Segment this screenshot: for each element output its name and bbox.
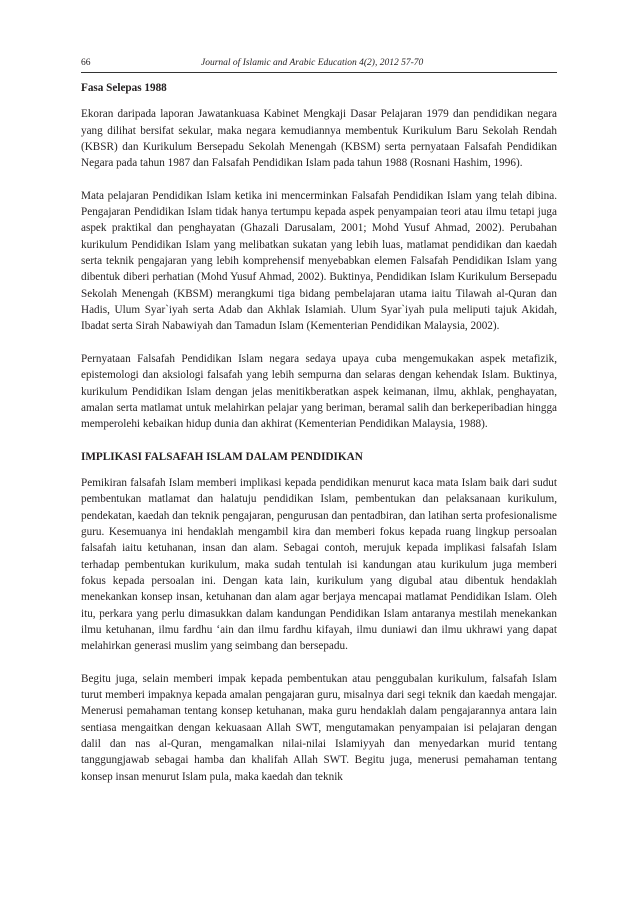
paragraph: Pernyataan Falsafah Pendidikan Islam negara sedaya upaya cuba mengemukakan aspek metafizik, epistemologi dan aksiologi falsafah yang lebih sempurna dan selaras dengan kehendak Islam. Buktinya, kurikulum Pendidikan Islam dengan jelas menitikberatkan aspek keimanan, ilmu, akhlak, penghayatan, amalan serta matlamat untuk melahirkan pelajar yang beriman, beramal salih dan berkeperibadian hingga memperolehi kebaikan hidup dunia dan akhirat (Kementerian Pendidikan Malaysia, 1988). <box>81 352 557 431</box>
section-heading-fasa-selepas-1988: Fasa Selepas 1988 <box>81 82 167 94</box>
paragraph: Begitu juga, selain memberi impak kepada pembentukan atau penggubalan kurikulum, falsafah Islam turut memberi impaknya kepada amalan pengajaran guru, misalnya dari segi teknik dan kaedah mengajar. Menerusi pemahaman tentang konsep ketuhanan, maka guru hendaklah dalam pengajarannya antara lain sentiasa mengaitkan dengan kekuasaan Allah SWT, mengutamakan penyampaian isi pelajaran dengan dalil dan nas al-Quran, mengamalkan nilai-nilai Islamiyyah dan menyedarkan murid tentang tanggungjawab sebagai hamba dan khalifah Allah SWT. Begitu juga, menerusi pemahaman tentang konsep insan menurut Islam pula, maka kaedah dan teknik <box>81 672 557 783</box>
paragraph: Pemikiran falsafah Islam memberi implikasi kepada pendidikan menurut kaca mata Islam baik dari sudut pembentukan matlamat dan halatuju pendidikan Islam, pembentukan dan pelaksanaan kurikulum, pendekatan, kaedah dan teknik pengajaran, pengurusan dan pentadbiran, dan latihan serta profesionalisme guru. Kesemuanya ini hendaklah mengambil kira dan memberi fokus kepada ruang lingkup persoalan falsafah iaitu ketuhanan, insan dan alam. Sebagai contoh, merujuk kepada implikasi falsafah Islam terhadap pembentukan kurikulum, maka sudah tentulah isi kandungan atau kurikulum juga memberi fokus kepada persoalan ini. Dengan kata lain, kurikulum yang digubal atau dibentuk hendaklah menekankan konsep insan, ketuhanan dan alam agar berjaya mencapai matlamat Pendidikan Islam. Oleh itu, perkara yang perlu dimasukkan dalam kandungan Pendidikan Islam antaranya mestilah menekankan ilmu ketuhanan, ilmu fardhu ‘ain dan ilmu fardhu kifayah, ilmu duniawi dan ilmu ukhrawi yang dapat melahirkan generasi muslim yang seimbang dan bersepadu. <box>81 476 557 653</box>
paragraph: Mata pelajaran Pendidikan Islam ketika ini mencerminkan Falsafah Pendidikan Islam yang telah dibina. Pengajaran Pendidikan Islam tidak hanya tertumpu kepada aspek penyampaian teori atau ilmu tetapi juga aspek praktikal dan penghayatan (Ghazali Darusalam, 2001; Mohd Yusuf Ahmad, 2002). Perubahan kurikulum Pendidikan Islam yang melibatkan sukatan yang lebih luas, matlamat pendidikan dan kaedah serta teknik pengajaran yang lebih komprehensif menyebabkan elemen Falsafah Pendidikan Islam yang dibentuk diberi perhatian (Mohd Yusuf Ahmad, 2002). Buktinya, Pendidikan Islam Kurikulum Bersepadu Sekolah Menengah (KBSM) merangkumi tiga bidang pembelajaran utama iaitu Tilawah al-Quran dan Hadis, Ulum Syar`iyah serta Adab dan Akhlak Islamiah. Ulum Syar`iyah pula meliputi tajuk Akidah, Ibadat serta Sirah Nabawiyah dan Tamadun Islam (Kementerian Pendidikan Malaysia, 2002). <box>81 189 557 333</box>
paragraph: Ekoran daripada laporan Jawatankuasa Kabinet Mengkaji Dasar Pelajaran 1979 dan pendidikan negara yang dilihat bersifat sekular, maka negara kemudiannya membentuk Kurikulum Baru Sekolah Rendah (KBSR) dan Kurikulum Bersepadu Sekolah Menengah (KBSM) serta pernyataan Falsafah Pendidikan Negara pada tahun 1987 dan Falsafah Pendidikan Islam pada tahun 1988 (Rosnani Hashim, 1996). <box>81 108 557 170</box>
running-header <box>81 58 557 73</box>
running-title: Journal of Islamic and Arabic Education 4(2), 2012 57-70 <box>201 58 424 68</box>
section-heading-implikasi: IMPLIKASI FALSAFAH ISLAM DALAM PENDIDIKAN <box>81 450 363 463</box>
article-body <box>81 80 557 785</box>
page-number: 66 <box>81 58 91 68</box>
